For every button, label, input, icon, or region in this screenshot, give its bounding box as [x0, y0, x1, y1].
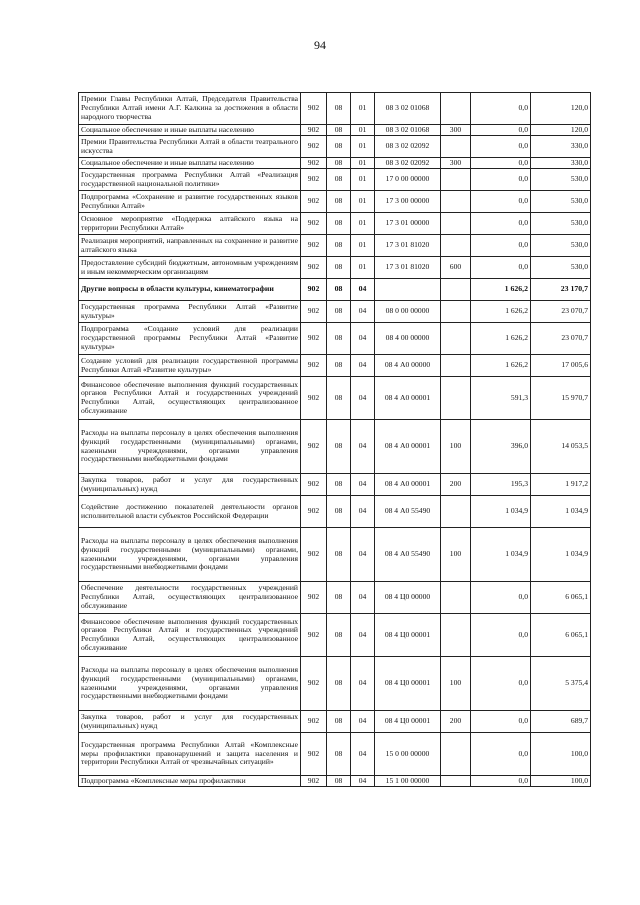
target-article-code: 17 3 00 00000 — [375, 191, 441, 213]
row-name: Социальное обеспечение и иные выплаты населению — [79, 158, 301, 169]
subsection-code: 01 — [351, 125, 375, 136]
section-code: 08 — [327, 257, 351, 279]
amount-column-1: 0,0 — [471, 213, 531, 235]
section-code: 08 — [327, 279, 351, 301]
amount-column-1: 0,0 — [471, 191, 531, 213]
table-row — [79, 169, 591, 191]
ministry-code: 902 — [301, 711, 327, 733]
row-name: Расходы на выплаты персоналу в целях обеспечения выполнения функций государственными (муниципальными) органами, казенными учреждениями, органами управления государственными внебюджетными фондами — [79, 657, 301, 711]
subsection-code: 04 — [351, 279, 375, 301]
expense-type-code — [441, 323, 471, 355]
target-article-code: 08 4 А0 00001 — [375, 377, 441, 420]
amount-column-2: 5 375,4 — [531, 657, 591, 711]
amount-column-2: 120,0 — [531, 125, 591, 136]
subsection-code: 01 — [351, 257, 375, 279]
ministry-code: 902 — [301, 235, 327, 257]
table-row — [79, 191, 591, 213]
expense-type-code: 100 — [441, 528, 471, 582]
amount-column-2: 530,0 — [531, 169, 591, 191]
table-row — [79, 528, 591, 582]
subsection-code: 04 — [351, 614, 375, 657]
target-article-code: 08 4 А0 55490 — [375, 528, 441, 582]
section-code: 08 — [327, 158, 351, 169]
subsection-code: 04 — [351, 355, 375, 377]
subsection-code: 01 — [351, 191, 375, 213]
amount-column-2: 15 970,7 — [531, 377, 591, 420]
expense-type-code — [441, 355, 471, 377]
target-article-code: 08 4 Ц0 00001 — [375, 614, 441, 657]
row-name: Премии Главы Республики Алтай, Председателя Правительства Республики Алтай имени А.Г. Калкина за достижения в области народного творчества — [79, 93, 301, 125]
target-article-code: 08 4 00 00000 — [375, 323, 441, 355]
subsection-code: 01 — [351, 158, 375, 169]
amount-column-2: 100,0 — [531, 776, 591, 787]
target-article-code: 08 4 А0 00001 — [375, 474, 441, 496]
subsection-code: 04 — [351, 776, 375, 787]
table-row — [79, 474, 591, 496]
ministry-code: 902 — [301, 279, 327, 301]
amount-column-1: 0,0 — [471, 733, 531, 776]
subsection-code: 01 — [351, 169, 375, 191]
amount-column-1: 0,0 — [471, 614, 531, 657]
target-article-code: 08 3 02 02092 — [375, 158, 441, 169]
amount-column-1: 0,0 — [471, 136, 531, 158]
expense-type-code — [441, 235, 471, 257]
amount-column-1: 0,0 — [471, 257, 531, 279]
ministry-code: 902 — [301, 614, 327, 657]
section-code: 08 — [327, 235, 351, 257]
section-code: 08 — [327, 136, 351, 158]
amount-column-2: 689,7 — [531, 711, 591, 733]
target-article-code: 17 3 01 81020 — [375, 257, 441, 279]
subsection-code: 04 — [351, 496, 375, 528]
table-row — [79, 614, 591, 657]
row-name: Подпрограмма «Комплексные меры профилактики — [79, 776, 301, 787]
table-row — [79, 93, 591, 125]
subsection-code: 04 — [351, 657, 375, 711]
amount-column-2: 330,0 — [531, 158, 591, 169]
amount-column-1: 1 034,9 — [471, 528, 531, 582]
expense-type-code — [441, 191, 471, 213]
amount-column-2: 530,0 — [531, 191, 591, 213]
expense-type-code — [441, 213, 471, 235]
target-article-code — [375, 279, 441, 301]
row-name: Расходы на выплаты персоналу в целях обеспечения выполнения функций государственными (муниципальными) органами, казенными учреждениями, органами управления государственными внебюджетными фондами — [79, 528, 301, 582]
table-row — [79, 496, 591, 528]
ministry-code: 902 — [301, 582, 327, 614]
ministry-code: 902 — [301, 257, 327, 279]
amount-column-1: 591,3 — [471, 377, 531, 420]
subsection-code: 04 — [351, 711, 375, 733]
row-name: Создание условий для реализации государственной программы Республики Алтай «Развитие культуры» — [79, 355, 301, 377]
row-name: Социальное обеспечение и иные выплаты населению — [79, 125, 301, 136]
amount-column-2: 100,0 — [531, 733, 591, 776]
row-name: Основное мероприятие «Поддержка алтайского языка на территории Республики Алтай» — [79, 213, 301, 235]
subsection-code: 01 — [351, 235, 375, 257]
ministry-code: 902 — [301, 377, 327, 420]
target-article-code: 08 4 Ц0 00001 — [375, 711, 441, 733]
amount-column-2: 530,0 — [531, 235, 591, 257]
target-article-code: 17 3 01 00000 — [375, 213, 441, 235]
table-row — [79, 279, 591, 301]
target-article-code: 15 1 00 00000 — [375, 776, 441, 787]
subsection-code: 04 — [351, 474, 375, 496]
amount-column-1: 0,0 — [471, 125, 531, 136]
table-row — [79, 158, 591, 169]
section-code: 08 — [327, 301, 351, 323]
ministry-code: 902 — [301, 323, 327, 355]
amount-column-1: 195,3 — [471, 474, 531, 496]
amount-column-1: 1 626,2 — [471, 355, 531, 377]
ministry-code: 902 — [301, 528, 327, 582]
amount-column-2: 6 065,1 — [531, 614, 591, 657]
ministry-code: 902 — [301, 301, 327, 323]
subsection-code: 01 — [351, 136, 375, 158]
target-article-code: 08 3 02 02092 — [375, 136, 441, 158]
table-row — [79, 711, 591, 733]
expense-type-code — [441, 582, 471, 614]
amount-column-1: 1 626,2 — [471, 323, 531, 355]
expense-type-code: 200 — [441, 474, 471, 496]
row-name: Государственная программа Республики Алтай «Развитие культуры» — [79, 301, 301, 323]
amount-column-2: 1 034,9 — [531, 496, 591, 528]
target-article-code: 08 3 02 01068 — [375, 125, 441, 136]
amount-column-2: 6 065,1 — [531, 582, 591, 614]
section-code: 08 — [327, 657, 351, 711]
expense-type-code — [441, 301, 471, 323]
target-article-code: 15 0 00 00000 — [375, 733, 441, 776]
subsection-code: 01 — [351, 93, 375, 125]
amount-column-2: 120,0 — [531, 93, 591, 125]
section-code: 08 — [327, 711, 351, 733]
page-number: 94 — [314, 38, 326, 52]
ministry-code: 902 — [301, 657, 327, 711]
table-row — [79, 125, 591, 136]
target-article-code: 08 4 Ц0 00000 — [375, 582, 441, 614]
subsection-code: 04 — [351, 733, 375, 776]
table-row — [79, 301, 591, 323]
amount-column-2: 1 917,2 — [531, 474, 591, 496]
amount-column-2: 330,0 — [531, 136, 591, 158]
table-row — [79, 235, 591, 257]
subsection-code: 04 — [351, 420, 375, 474]
row-name: Реализация мероприятий, направленных на сохранение и развитие алтайского языка — [79, 235, 301, 257]
ministry-code: 902 — [301, 125, 327, 136]
ministry-code: 902 — [301, 355, 327, 377]
amount-column-2: 530,0 — [531, 257, 591, 279]
section-code: 08 — [327, 496, 351, 528]
ministry-code: 902 — [301, 93, 327, 125]
table-row — [79, 657, 591, 711]
table-row — [79, 733, 591, 776]
section-code: 08 — [327, 93, 351, 125]
section-code: 08 — [327, 213, 351, 235]
row-name: Обеспечение деятельности государственных учреждений Республики Алтай, осуществляющих централизованное обслуживание — [79, 582, 301, 614]
row-name: Закупка товаров, работ и услуг для государственных (муниципальных) нужд — [79, 474, 301, 496]
section-code: 08 — [327, 614, 351, 657]
row-name: Финансовое обеспечение выполнения функций государственных органов Республики Алтай и государственных учреждений Республики Алтай, осуществляющих централизованное обслуживание — [79, 377, 301, 420]
expense-type-code — [441, 776, 471, 787]
expense-type-code: 600 — [441, 257, 471, 279]
amount-column-1: 0,0 — [471, 169, 531, 191]
ministry-code: 902 — [301, 136, 327, 158]
section-code: 08 — [327, 355, 351, 377]
ministry-code: 902 — [301, 733, 327, 776]
expense-type-code — [441, 733, 471, 776]
expense-type-code: 200 — [441, 711, 471, 733]
table-row — [79, 136, 591, 158]
ministry-code: 902 — [301, 776, 327, 787]
amount-column-1: 0,0 — [471, 158, 531, 169]
section-code: 08 — [327, 169, 351, 191]
table-row — [79, 776, 591, 787]
subsection-code: 04 — [351, 528, 375, 582]
row-name: Государственная программа Республики Алтай «Реализация государственной национальной политики» — [79, 169, 301, 191]
row-name: Расходы на выплаты персоналу в целях обеспечения выполнения функций государственными (муниципальными) органами, казенными учреждениями, органами управления государственными внебюджетными фондами — [79, 420, 301, 474]
expense-type-code: 300 — [441, 125, 471, 136]
table-row — [79, 582, 591, 614]
expense-type-code — [441, 93, 471, 125]
subsection-code: 04 — [351, 582, 375, 614]
table-row — [79, 355, 591, 377]
amount-column-2: 530,0 — [531, 213, 591, 235]
amount-column-1: 396,0 — [471, 420, 531, 474]
table-row — [79, 420, 591, 474]
target-article-code: 17 0 00 00000 — [375, 169, 441, 191]
ministry-code: 902 — [301, 169, 327, 191]
table-row — [79, 377, 591, 420]
amount-column-1: 0,0 — [471, 711, 531, 733]
ministry-code: 902 — [301, 420, 327, 474]
section-code: 08 — [327, 733, 351, 776]
section-code: 08 — [327, 474, 351, 496]
amount-column-1: 0,0 — [471, 776, 531, 787]
target-article-code: 08 4 А0 00001 — [375, 420, 441, 474]
amount-column-2: 1 034,9 — [531, 528, 591, 582]
expense-type-code — [441, 377, 471, 420]
section-code: 08 — [327, 420, 351, 474]
amount-column-1: 0,0 — [471, 582, 531, 614]
amount-column-2: 23 170,7 — [531, 279, 591, 301]
ministry-code: 902 — [301, 158, 327, 169]
amount-column-2: 14 053,5 — [531, 420, 591, 474]
section-code: 08 — [327, 776, 351, 787]
row-name: Премии Правительства Республики Алтай в области театрального искусства — [79, 136, 301, 158]
target-article-code: 08 4 А0 00000 — [375, 355, 441, 377]
amount-column-1: 0,0 — [471, 657, 531, 711]
amount-column-1: 0,0 — [471, 235, 531, 257]
row-name: Предоставление субсидий бюджетным, автономным учреждениям и иным некоммерческим организациям — [79, 257, 301, 279]
expense-type-code: 300 — [441, 158, 471, 169]
target-article-code: 08 4 Ц0 00001 — [375, 657, 441, 711]
target-article-code: 08 0 00 00000 — [375, 301, 441, 323]
expense-type-code — [441, 136, 471, 158]
expense-type-code — [441, 279, 471, 301]
section-code: 08 — [327, 125, 351, 136]
table-row — [79, 323, 591, 355]
row-name: Закупка товаров, работ и услуг для государственных (муниципальных) нужд — [79, 711, 301, 733]
expense-type-code — [441, 614, 471, 657]
amount-column-1: 1 034,9 — [471, 496, 531, 528]
section-code: 08 — [327, 528, 351, 582]
row-name: Государственная программа Республики Алтай «Комплексные меры профилактики правонарушений и защита населения и территории Республики Алтай от чрезвычайных ситуаций» — [79, 733, 301, 776]
ministry-code: 902 — [301, 213, 327, 235]
section-code: 08 — [327, 323, 351, 355]
amount-column-1: 1 626,2 — [471, 301, 531, 323]
section-code: 08 — [327, 191, 351, 213]
row-name: Содействие достижению показателей деятельности органов исполнительной власти субъектов Российской Федерации — [79, 496, 301, 528]
section-code: 08 — [327, 377, 351, 420]
amount-column-1: 0,0 — [471, 93, 531, 125]
ministry-code: 902 — [301, 474, 327, 496]
subsection-code: 01 — [351, 213, 375, 235]
subsection-code: 04 — [351, 377, 375, 420]
amount-column-2: 17 005,6 — [531, 355, 591, 377]
table-row — [79, 213, 591, 235]
budget-table — [78, 92, 591, 787]
expense-type-code — [441, 169, 471, 191]
row-name: Финансовое обеспечение выполнения функций государственных органов Республики Алтай и государственных учреждений Республики Алтай, осуществляющих централизованное обслуживание — [79, 614, 301, 657]
table-row — [79, 257, 591, 279]
target-article-code: 08 3 02 01068 — [375, 93, 441, 125]
expense-type-code: 100 — [441, 657, 471, 711]
row-name: Другие вопросы в области культуры, кинематографии — [79, 279, 301, 301]
expense-type-code — [441, 496, 471, 528]
section-code: 08 — [327, 582, 351, 614]
expense-type-code: 100 — [441, 420, 471, 474]
ministry-code: 902 — [301, 191, 327, 213]
amount-column-2: 23 070,7 — [531, 323, 591, 355]
subsection-code: 04 — [351, 323, 375, 355]
ministry-code: 902 — [301, 496, 327, 528]
amount-column-2: 23 070,7 — [531, 301, 591, 323]
target-article-code: 08 4 А0 55490 — [375, 496, 441, 528]
subsection-code: 04 — [351, 301, 375, 323]
target-article-code: 17 3 01 81020 — [375, 235, 441, 257]
row-name: Подпрограмма «Создание условий для реализации государственной программы Республики Алтай «Развитие культуры» — [79, 323, 301, 355]
amount-column-1: 1 626,2 — [471, 279, 531, 301]
row-name: Подпрограмма «Сохранение и развитие государственных языков Республики Алтай» — [79, 191, 301, 213]
